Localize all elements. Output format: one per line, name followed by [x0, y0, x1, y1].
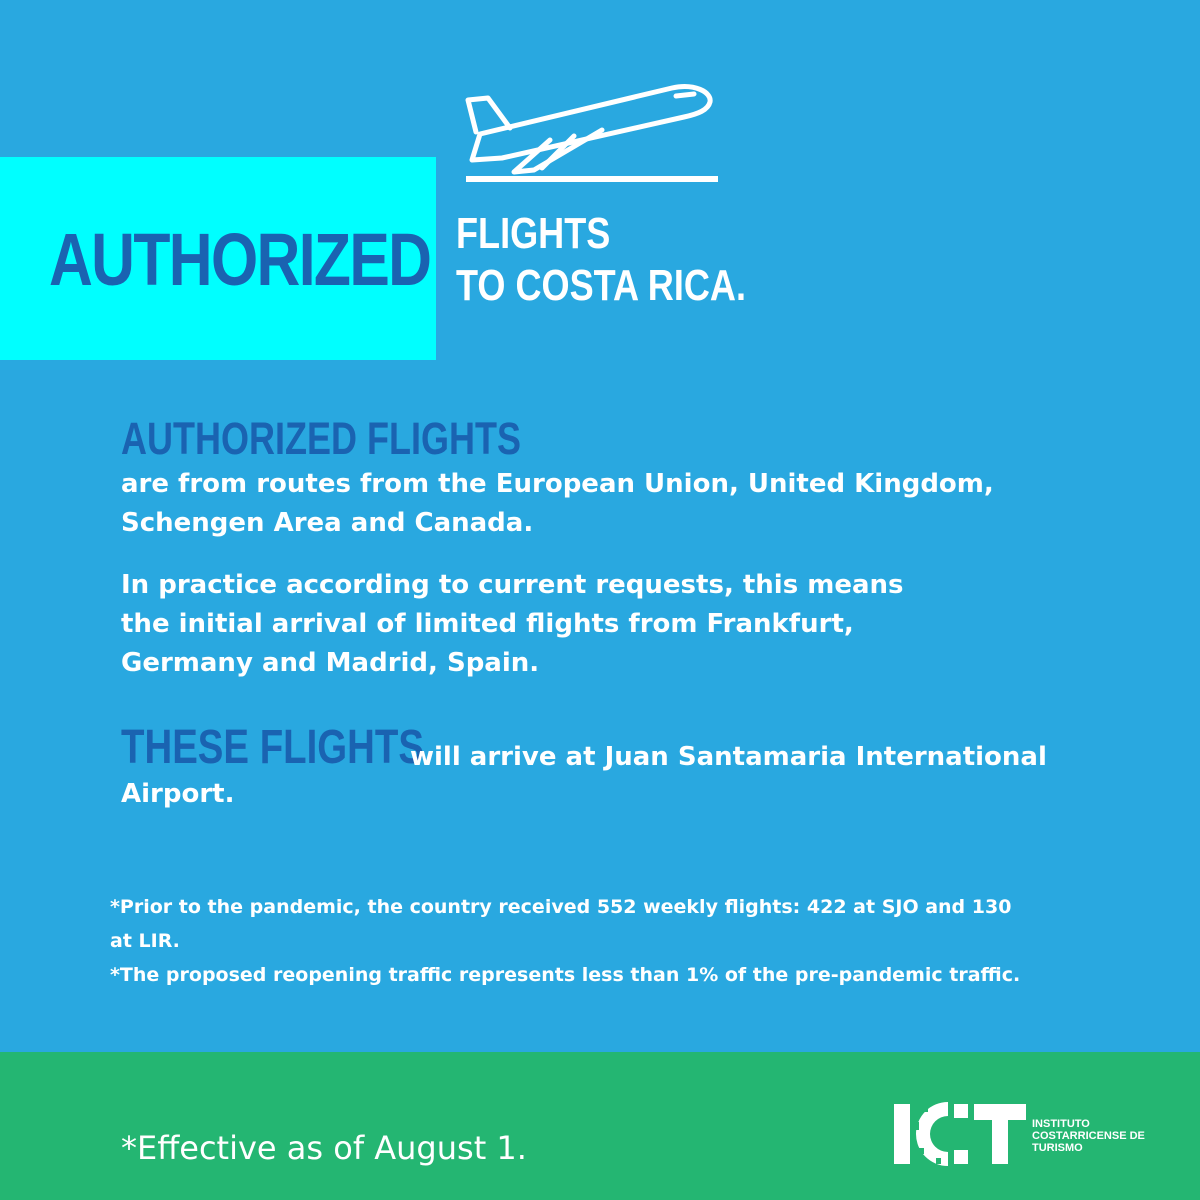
practice-line3: Germany and Madrid, Spain. — [121, 648, 540, 678]
routes-line2: Schengen Area and Canada. — [121, 508, 534, 538]
hero-title: AUTHORIZED — [49, 218, 431, 301]
hero-subtitle-line2: TO COSTA RICA. — [456, 261, 746, 310]
ict-logo-text — [1032, 1118, 1145, 1154]
practice-line2: the initial arrival of limited flights from Frankfurt, — [121, 609, 854, 639]
ict-logo — [892, 1098, 1162, 1170]
these-flights-heading: THESE FLIGHTS — [121, 721, 424, 774]
hero-subtitle-line1: FLIGHTS — [456, 209, 611, 258]
practice-line1: In practice according to current requests, this means — [121, 570, 904, 600]
pandemic-note-line1: *Prior to the pandemic, the country received 552 weekly flights: 422 at SJO and 130 — [110, 896, 1012, 918]
routes-paragraph — [121, 465, 994, 543]
practice-paragraph — [121, 566, 904, 683]
routes-line1: are from routes from the European Union, United Kingdom, — [121, 469, 994, 499]
logo-text-line2: COSTARRICENSE DE — [1032, 1130, 1145, 1142]
effective-date: *Effective as of August 1. — [121, 1129, 527, 1167]
traffic-note: *The proposed reopening traffic represents less than 1% of the pre-pandemic traffic. — [110, 964, 1021, 986]
pandemic-note-line2: at LIR. — [110, 930, 180, 952]
airplane-takeoff-icon — [462, 72, 722, 192]
arrival-text-line2: Airport. — [121, 779, 235, 809]
ict-logo-mark — [892, 1098, 1030, 1170]
arrival-text-line1: will arrive at Juan Santamaria International — [410, 742, 1047, 772]
logo-text-line3: TURISMO — [1032, 1142, 1083, 1154]
logo-text-line1: INSTITUTO — [1032, 1118, 1090, 1130]
hero-subtitle — [456, 208, 746, 312]
authorized-flights-heading: AUTHORIZED FLIGHTS — [121, 413, 521, 464]
